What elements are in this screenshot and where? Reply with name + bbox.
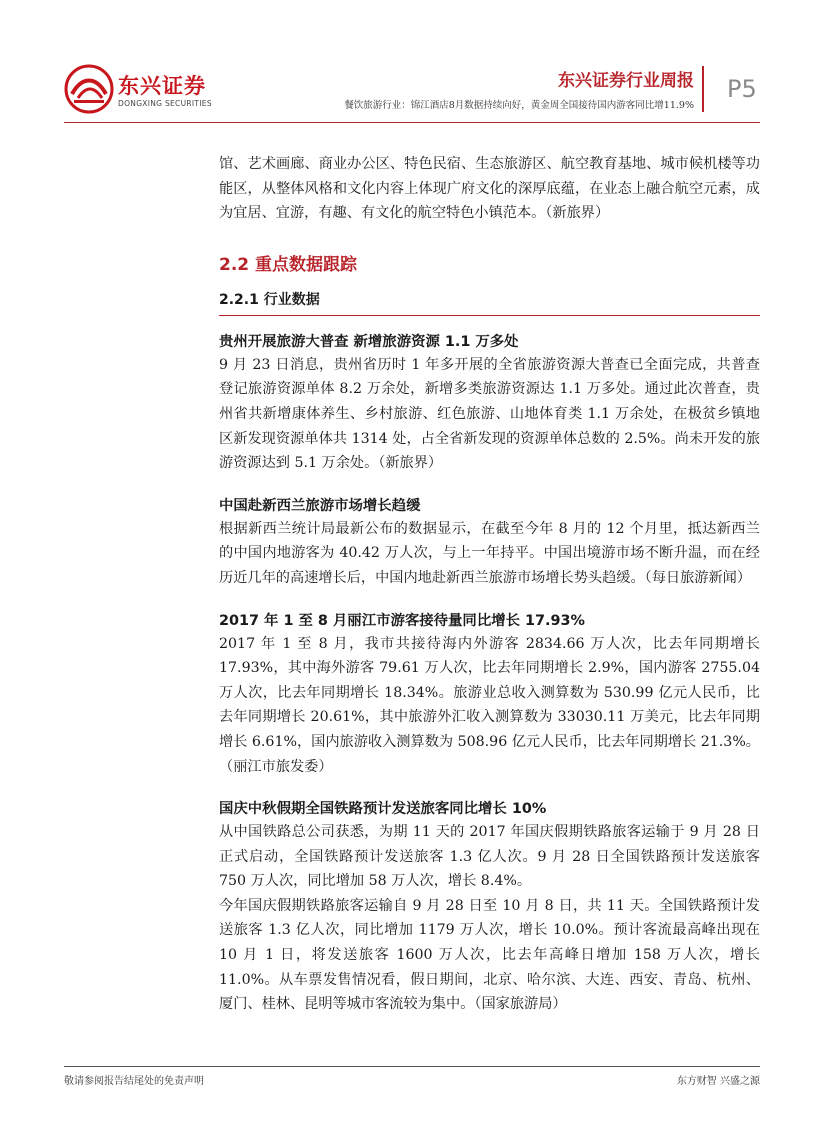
news-paragraph: 今年国庆假期铁路旅客运输自 9 月 28 日至 10 月 8 日，共 11 天。全国铁路预计发送旅客 1.3 亿人次，同比增加 1179 万人次，增长 10.0%。预计客流最高峰出现在 10 月 1 日，将发送旅客 1600 万人次，比去年高峰日增加 158 万人次，增长 11.0%。从车票发售情况看，假日期间，北京、哈尔滨、大连、西安、青岛、杭州、厦门、桂林、昆明等城市客流较为集中。（国家旅游局） <box>219 897 760 1013</box>
section-heading: 2.2 重点数据跟踪 <box>219 254 358 275</box>
news-item <box>219 609 760 780</box>
page-header <box>0 0 827 130</box>
report-title: 东兴证券行业周报 <box>558 71 694 91</box>
footer-disclaimer: 敬请参阅报告结尾处的免责声明 <box>64 1076 204 1087</box>
news-item <box>219 797 760 1017</box>
main-content <box>219 152 760 1031</box>
news-item <box>219 494 760 591</box>
logo-text-cn: 东兴证券 <box>118 74 206 98</box>
dongxing-logo-icon <box>64 64 114 114</box>
news-paragraph: 2017 年 1 至 8 月，我市共接待海内外游客 2834.66 万人次，比去年同期增长 17.93%，其中海外游客 79.61 万人次，比去年同期增长 2.9%，国内游客 2755.04 万人次，比去年同期增长 18.34%。旅游业总收入测算数为 530.99 亿元人民币，比去年同期增长 20.61%，其中旅游外汇收入测算数为 33030.11 万美元，比去年同期增长 6.61%，国内旅游收入测算数为 508.96 亿元人民币，比去年同期增长 21.3%。（丽江市旅发委） <box>219 635 760 775</box>
news-paragraph: 9 月 23 日消息，贵州省历时 1 年多开展的全省旅游资源大普查已全面完成，共普查登记旅游资源单体 8.2 万余处，新增多类旅游资源达 1.1 万多处。通过此次普查，贵州省共新增康体养生、乡村旅游、红色旅游、山地体育类 1.1 万余处，在极贫乡镇地区新发现资源单体共 1314 处，占全省新发现的资源单体总数的 2.5%。尚未开发的旅游资源达到 5.1 万余处。（新旅界） <box>219 356 760 472</box>
news-paragraph: 从中国铁路总公司获悉，为期 11 天的 2017 年国庆假期铁路旅客运输于 9 月 28 日正式启动，全国铁路预计发送旅客 1.3 亿人次。9 月 28 日全国铁路预计发送旅客 750 万人次，同比增加 58 万人次，增长 8.4%。 <box>219 824 760 890</box>
news-title: 2017 年 1 至 8 月丽江市游客接待量同比增长 17.93% <box>219 612 585 629</box>
footer-slogan: 东方财智 兴盛之源 <box>676 1076 760 1087</box>
news-paragraph: 根据新西兰统计局最新公布的数据显示，在截至今年 8 月的 12 个月里，抵达新西兰的中国内地游客为 40.42 万人次，与上一年持平。中国出境游市场不断升温，而在经历近几年的高速增长后，中国内地赴新西兰旅游市场增长势头趋缓。（每日旅游新闻） <box>219 520 760 586</box>
page-number: P5 <box>727 75 757 103</box>
header-rule <box>64 122 760 123</box>
news-title: 中国赴新西兰旅游市场增长趋缓 <box>219 497 421 514</box>
header-divider <box>702 66 704 112</box>
logo-text-en: DONGXING SECURITIES <box>118 99 212 108</box>
news-item <box>219 330 760 476</box>
news-title: 贵州开展旅游大普查 新增旅游资源 1.1 万多处 <box>219 333 519 350</box>
intro-paragraph: 馆、艺术画廊、商业办公区、特色民宿、生态旅游区、航空教育基地、城市候机楼等功能区，从整体风格和文化内容上体现广府文化的深厚底蕴，在业态上融合航空元素，成为宜居、宜游，有趣、有文化的航空特色小镇范本。（新旅界） <box>219 156 760 222</box>
footer-rule <box>64 1066 760 1067</box>
subsection-heading: 2.2.1 行业数据 <box>219 289 760 316</box>
report-subtitle: 餐饮旅游行业：锦江酒店8月数据持续向好，黄金周全国接待国内游客同比增11.9% <box>344 100 694 111</box>
news-title: 国庆中秋假期全国铁路预计发送旅客同比增长 10% <box>219 801 547 818</box>
